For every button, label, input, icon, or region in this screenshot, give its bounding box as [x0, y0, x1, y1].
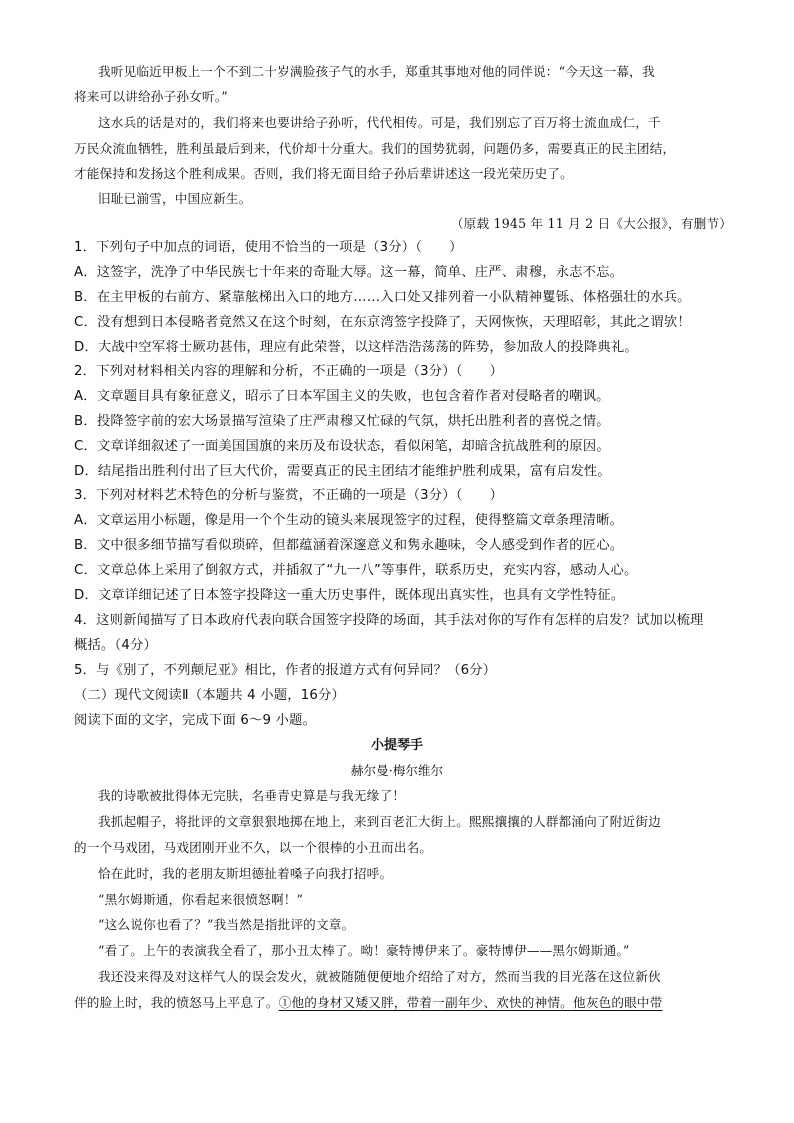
- section-instruction: 阅读下面的文字，完成下面 6～9 小题。: [74, 713, 317, 728]
- story-line-3: 的一个马戏团，马戏团刚开业不久，以一个很棒的小丑而出名。: [74, 840, 433, 855]
- question-3-option-b: B．文中很多细节描写看似琐碎，但都蕴涵着深邃意义和隽永趣味，令人感受到作者的匠心。: [74, 538, 624, 553]
- question-4-line1: 4．这则新闻描写了日本政府代表向联合国签字投降的场面，其手法对你的写作有怎样的启发？试加以梳理: [74, 613, 704, 628]
- section-heading: （二）现代文阅读Ⅱ（本题共 4 小题，16分）: [74, 688, 346, 703]
- question-3-option-c: C．文章总体上采用了倒叙方式，并插叙了“九一八”等事件，联系历史，充实内容，感动人心。: [74, 563, 638, 578]
- story-line-7: “看了。上午的表演我全看了，那小丑太棒了。呦！豪特博伊来了。豪特博伊——黑尔姆斯通。”: [98, 943, 630, 958]
- passage-para2-line1: 这水兵的话是对的，我们将来也要讲给子孙听，代代相传。可是，我们别忘了百万将士流血成仁，千: [98, 115, 661, 130]
- story-line-9-underlined: ①他的身材又矮又胖，带着一副年少、欢快的神情。他灰色的眼中带: [278, 995, 663, 1010]
- question-4-line2: 概括。（4分）: [74, 638, 157, 653]
- question-2-option-c: C．文章详细叙述了一面美国国旗的来历及布设状态，看似闲笔，却暗含抗战胜利的原因。: [74, 439, 610, 454]
- story-line-9: [74, 993, 663, 1013]
- passage-para1-line1: 我听见临近甲板上一个不到二十岁满脸孩子气的水手，郑重其事地对他的同伴说：“今天这一幕，我: [98, 64, 655, 79]
- story-line-4: 恰在此时，我的老朋友斯坦德扯着嗓子向我打招呼。: [98, 866, 393, 881]
- question-1-option-c: C．没有想到日本侵略者竟然又在这个时刻，在东京湾签字投降了，天网恢恢，天理昭彰，其此之谓欤！: [74, 315, 691, 330]
- passage-para3: 旧耻已湔雪，中国应新生。: [98, 191, 252, 206]
- question-3-option-a: A．文章运用小标题，像是用一个个生动的镜头来展现签字的过程，使得整篇文章条理清晰。: [74, 513, 624, 528]
- passage-para2-line3: 才能保持和发扬这个胜利成果。否则，我们将无面目给子孙后辈讲述这一段光荣历史了。: [74, 166, 573, 181]
- story-line-8: 我还没来得及对这样气人的误会发火，就被随随便便地介绍给了对方，然而当我的目光落在这位新伙: [98, 969, 661, 984]
- question-2-option-a: A．文章题目具有象征意义，昭示了日本军国主义的失败，也包含着作者对侵略者的嘲讽。: [74, 389, 610, 404]
- passage-para1-line2: 将来可以讲给孙子孙女听。”: [74, 89, 228, 104]
- story-line-1: 我的诗歌被批得体无完肤，名垂青史算是与我无缘了！: [98, 788, 406, 803]
- question-1-option-b: B．在主甲板的右前方、紧靠舷梯出入口的地方……入口处又排列着一小队精神矍铄、体格强壮的水兵。: [74, 290, 691, 305]
- story-line-5: “黑尔姆斯通，你看起来很愤怒啊！”: [98, 892, 304, 907]
- question-3: 3．下列对材料艺术特色的分析与鉴赏，不正确的一项是（3分）（ ）: [74, 488, 504, 503]
- passage-para2-line2: 万民众流血牺牲，胜利虽最后到来，代价却十分重大。我们的国势犹弱，问题仍多，需要真正的民主团结，: [74, 141, 676, 156]
- question-1-option-a: A．这签字，洗净了中华民族七十年来的奇耻大辱。这一幕，简单、庄严、肃穆，永志不忘。: [74, 265, 624, 280]
- question-3-option-d: D．文章详细记述了日本签字投降这一重大历史事件，既体现出真实性，也具有文学性特征。: [74, 588, 625, 603]
- question-2-option-b: B．投降签字前的宏大场景描写渲染了庄严肃穆又忙碌的气氛，烘托出胜利者的喜悦之情。: [74, 414, 610, 429]
- story-line-6: “这么说你也看了？”我当然是指批评的文章。: [98, 917, 355, 932]
- story-line-9-plain: 伴的脸上时，我的愤怒马上平息了。: [74, 995, 279, 1010]
- question-1: 1．下列句子中加点的词语，使用不恰当的一项是（3分）（ ）: [74, 240, 463, 255]
- question-2: 2．下列对材料相关内容的理解和分析，不正确的一项是（3分）（ ）: [74, 364, 504, 379]
- question-1-option-d: D．大战中空军将士厥功甚伟，理应有此荣誉，以这样浩浩荡荡的阵势，参加敌人的投降典礼。: [74, 340, 638, 355]
- story-author: 赫尔曼·梅尔维尔: [350, 763, 444, 778]
- question-5: 5．与《别了，不列颠尼亚》相比，作者的报道方式有何异同？（6分）: [74, 663, 497, 678]
- question-2-option-d: D．结尾指出胜利付出了巨大代价，需要真正的民主团结才能维护胜利成果，富有启发性。: [74, 464, 611, 479]
- passage-source: （原载 1945 年 11 月 2 日《大公报》，有删节）: [450, 216, 732, 231]
- story-line-2: 我抓起帽子，将批评的文章狠狠地掷在地上，来到百老汇大街上。熙熙攘攘的人群都涌向了附近街边: [98, 814, 661, 829]
- story-title: 小提琴手: [370, 738, 423, 753]
